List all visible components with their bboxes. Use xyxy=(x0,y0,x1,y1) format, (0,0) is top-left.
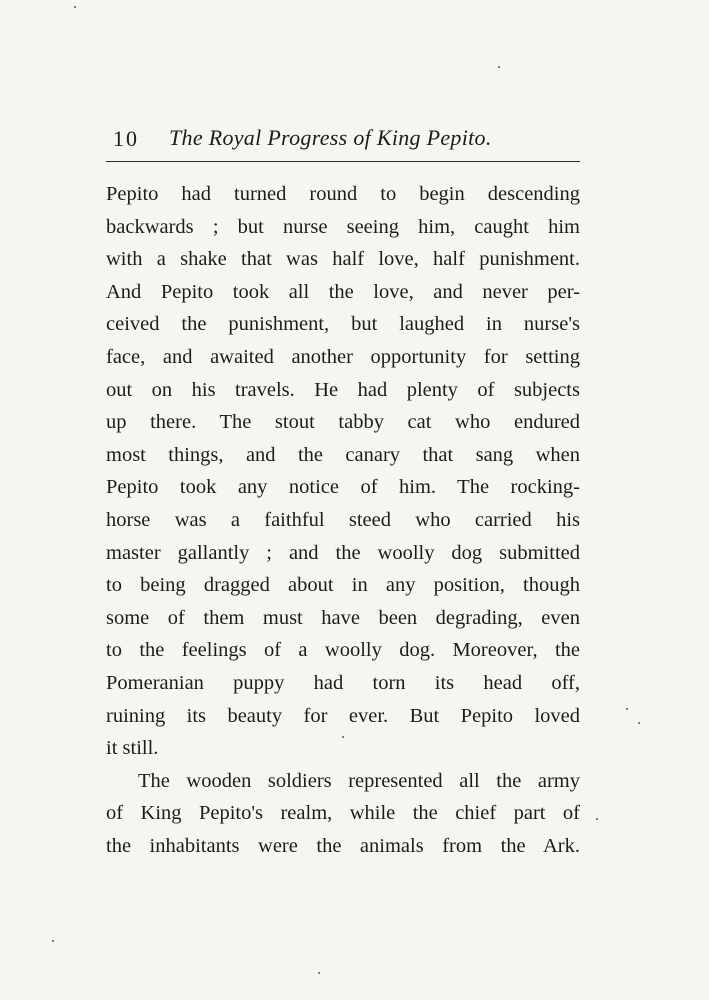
text-line: ceived the punishment, but laughed in nurse's xyxy=(106,313,580,336)
text-line: of King Pepito's realm, while the chief part of xyxy=(106,802,580,825)
page-number: 10 xyxy=(113,126,139,151)
text-line: to being dragged about in any position, though xyxy=(106,574,580,597)
print-speck xyxy=(626,708,628,710)
text-line: out on his travels. He had plenty of subjects xyxy=(106,378,580,401)
print-speck xyxy=(498,66,500,68)
text-line: most things, and the canary that sang when xyxy=(106,443,580,466)
text-line: And Pepito took all the love, and never per- xyxy=(106,280,580,303)
paragraph-2 xyxy=(106,765,580,863)
print-speck xyxy=(52,940,54,942)
print-speck xyxy=(318,972,320,974)
text-line: horse was a faithful steed who carried his xyxy=(106,508,580,531)
text-line: face, and awaited another opportunity for setting xyxy=(106,345,580,368)
text-line: up there. The stout tabby cat who endured xyxy=(106,411,580,434)
print-speck xyxy=(596,818,598,820)
text-line: to the feelings of a woolly dog. Moreover, the xyxy=(106,639,580,662)
print-speck xyxy=(638,722,640,724)
text-line: The wooden soldiers represented all the army xyxy=(138,769,580,792)
text-line: some of them must have been degrading, even xyxy=(106,606,580,629)
paragraph-1 xyxy=(106,178,580,765)
text-line: Pomeranian puppy had torn its head off, xyxy=(106,671,580,694)
text-line: it still. xyxy=(106,737,159,760)
text-line: backwards ; but nurse seeing him, caught him xyxy=(106,215,580,238)
text-line: Pepito had turned round to begin descending xyxy=(106,183,580,205)
text-line: ruining its beauty for ever. But Pepito loved xyxy=(106,704,580,727)
print-speck xyxy=(74,6,76,8)
body-text xyxy=(106,178,580,862)
text-line: Pepito took any notice of him. The rocking- xyxy=(106,476,580,499)
text-line: the inhabitants were the animals from the Ark. xyxy=(106,834,580,857)
running-title: The Royal Progress of King Pepito. xyxy=(169,125,492,150)
text-line: master gallantly ; and the woolly dog submitted xyxy=(106,541,580,564)
running-head xyxy=(106,120,580,162)
text-line: with a shake that was half love, half punishment. xyxy=(106,248,580,271)
header-rule xyxy=(106,161,580,162)
print-speck xyxy=(342,736,344,738)
